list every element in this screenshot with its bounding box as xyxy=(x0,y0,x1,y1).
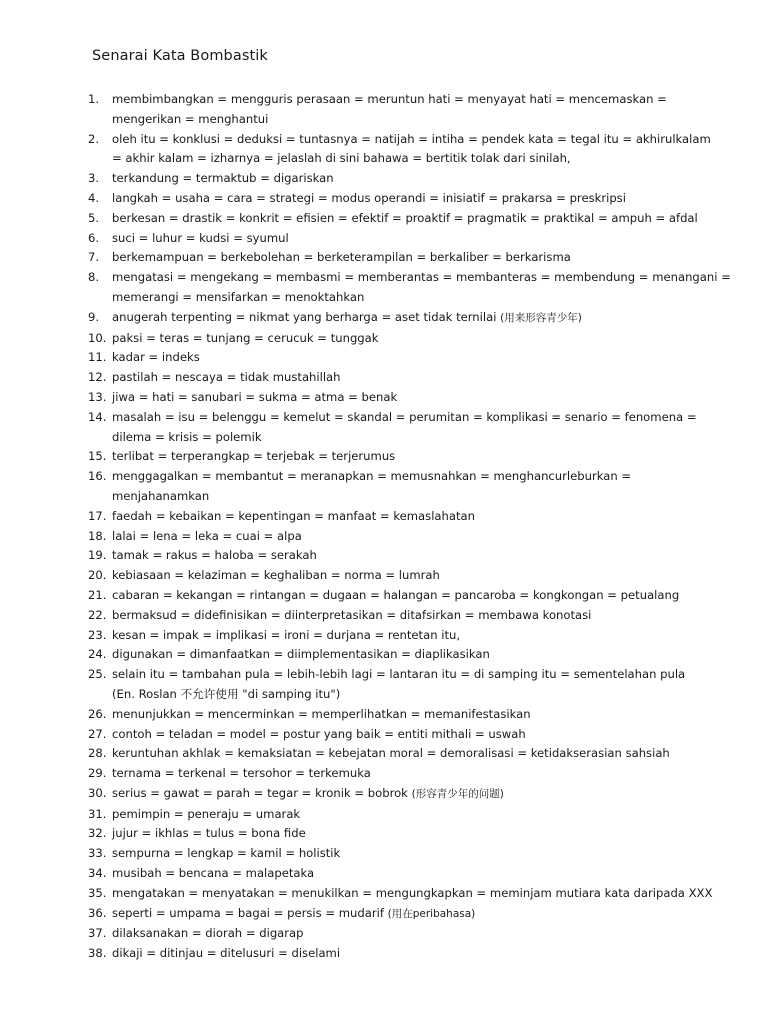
list-item xyxy=(0,90,768,130)
item-note: (用来形容青少年) xyxy=(500,311,582,324)
item-text: pemimpin = peneraju = umarak xyxy=(112,806,301,821)
list-item xyxy=(0,388,768,408)
item-number: 25. xyxy=(88,667,107,682)
list-item xyxy=(0,784,768,805)
item-number: 16. xyxy=(88,469,107,484)
item-number: 26. xyxy=(88,706,107,721)
list-item xyxy=(0,566,768,586)
item-number: 33. xyxy=(88,846,107,861)
item-text: membimbangkan = mengguris perasaan = meruntun hati = menyayat hati = mencemaskan = xyxy=(112,92,667,106)
list-item xyxy=(0,507,768,527)
list-item xyxy=(0,368,768,388)
item-number: 7. xyxy=(88,250,100,265)
list-item xyxy=(0,348,768,368)
item-text: kadar = indeks xyxy=(112,350,200,365)
list-item xyxy=(0,586,768,606)
item-text-continued: dilema = krisis = polemik xyxy=(112,429,262,444)
list-item xyxy=(0,130,768,170)
item-number: 31. xyxy=(88,806,107,821)
item-text-continued: memerangi = mensifarkan = menoktahkan xyxy=(112,289,365,304)
list-item xyxy=(0,527,768,547)
item-text: terlibat = terperangkap = terjebak = terjerumus xyxy=(112,449,396,464)
item-number: 6. xyxy=(88,230,100,245)
list-item xyxy=(0,467,768,507)
item-text: mengatasi = mengekang = membasmi = memberantas = membanteras = membendung = menangani = xyxy=(112,270,731,285)
list-item xyxy=(0,268,768,308)
list-item xyxy=(0,248,768,268)
list-item xyxy=(0,189,768,209)
item-number: 36. xyxy=(88,905,107,920)
list-item xyxy=(0,329,768,349)
item-text: selain itu = tambahan pula = lebih-lebih lagi = lantaran itu = di samping itu = sementelahan pula xyxy=(112,667,686,682)
item-number: 20. xyxy=(88,568,107,583)
item-text: lalai = lena = leka = cuai = alpa xyxy=(112,528,302,543)
item-number: 8. xyxy=(88,270,100,285)
item-number: 1. xyxy=(88,92,100,106)
item-text: digunakan = dimanfaatkan = diimplementasikan = diaplikasikan xyxy=(112,647,490,662)
list-item xyxy=(0,408,768,448)
list-item xyxy=(0,645,768,665)
item-number: 27. xyxy=(88,726,107,741)
item-number: 28. xyxy=(88,746,107,761)
item-text: bermaksud = didefinisikan = diinterpretasikan = ditafsirkan = membawa konotasi xyxy=(112,607,592,622)
item-text-continued: mengerikan = menghantui xyxy=(112,111,269,126)
list-item xyxy=(0,546,768,566)
item-number: 11. xyxy=(88,350,107,365)
item-text: faedah = kebaikan = kepentingan = manfaat = kemaslahatan xyxy=(112,508,475,523)
list-item xyxy=(0,805,768,825)
list-item xyxy=(0,764,768,784)
item-text: menggagalkan = membantut = meranapkan = memusnahkan = menghancurleburkan = xyxy=(112,469,632,484)
item-number: 13. xyxy=(88,389,107,404)
item-text: sempurna = lengkap = kamil = holistik xyxy=(112,846,341,861)
item-note: (形容青少年的问题) xyxy=(411,787,504,800)
item-text: berkemampuan = berkebolehan = berketerampilan = berkaliber = berkarisma xyxy=(112,250,571,265)
item-number: 4. xyxy=(88,190,100,205)
item-text xyxy=(0,308,768,329)
item-text-continued: = akhir kalam = izharnya = jelaslah di sini bahawa = bertitik tolak dari sinilah, xyxy=(112,151,571,166)
list-item xyxy=(0,844,768,864)
item-text xyxy=(0,784,768,805)
item-number: 19. xyxy=(88,548,107,563)
item-text: keruntuhan akhlak = kemaksiatan = kebejatan moral = demoralisasi = ketidakserasian sahsiah xyxy=(112,746,670,761)
list-item xyxy=(0,944,768,964)
item-text: musibah = bencana = malapetaka xyxy=(112,866,315,881)
list-item xyxy=(0,864,768,884)
item-text: dilaksanakan = diorah = digarap xyxy=(112,926,304,941)
list-item xyxy=(0,308,768,329)
item-number: 15. xyxy=(88,449,107,464)
item-text: dikaji = ditinjau = ditelusuri = diselami xyxy=(112,946,341,961)
item-text xyxy=(0,904,768,925)
item-text: berkesan = drastik = konkrit = efisien = efektif = proaktif = pragmatik = praktikal = ampuh = afdal xyxy=(112,210,698,225)
item-text: oleh itu = konklusi = deduksi = tuntasnya = natijah = intiha = pendek kata = tegal itu = akhirulkalam xyxy=(112,131,711,146)
list-item xyxy=(0,705,768,725)
item-number: 17. xyxy=(88,508,107,523)
item-number: 38. xyxy=(88,946,107,961)
item-text-main: serius = gawat = parah = tegar = kronik = bobrok xyxy=(112,785,408,800)
list-item xyxy=(0,725,768,745)
item-text-continued: menjahanamkan xyxy=(112,488,210,503)
list-item xyxy=(0,665,768,705)
list-item xyxy=(0,904,768,925)
item-number: 32. xyxy=(88,826,107,841)
item-number: 10. xyxy=(88,330,107,345)
list-item xyxy=(0,229,768,249)
list-item xyxy=(0,447,768,467)
item-text: mengatakan = menyatakan = menukilkan = mengungkapkan = meminjam mutiara kata daripada XXX xyxy=(112,885,713,900)
list-item xyxy=(0,824,768,844)
item-number: 35. xyxy=(88,885,107,900)
item-text: masalah = isu = belenggu = kemelut = skandal = perumitan = komplikasi = senario = fenomena = xyxy=(112,409,697,424)
item-text: tamak = rakus = haloba = serakah xyxy=(112,548,317,563)
item-number: 21. xyxy=(88,587,107,602)
item-number: 30. xyxy=(88,785,107,800)
list-item xyxy=(0,209,768,229)
item-text: contoh = teladan = model = postur yang baik = entiti mithali = uswah xyxy=(112,726,526,741)
item-number: 2. xyxy=(88,131,100,146)
item-number: 14. xyxy=(88,409,107,424)
item-text: menunjukkan = mencerminkan = memperlihatkan = memanifestasikan xyxy=(112,706,531,721)
item-number: 5. xyxy=(88,210,100,225)
item-number: 23. xyxy=(88,627,107,642)
item-text: jiwa = hati = sanubari = sukma = atma = benak xyxy=(112,389,398,404)
item-number: 9. xyxy=(88,309,100,324)
item-text: paksi = teras = tunjang = cerucuk = tunggak xyxy=(112,330,379,345)
item-text: kesan = impak = implikasi = ironi = durjana = rentetan itu, xyxy=(112,627,461,642)
document-title: Senarai Kata Bombastik xyxy=(92,48,268,64)
item-text: kebiasaan = kelaziman = keghaliban = norma = lumrah xyxy=(112,568,440,583)
list-item xyxy=(0,884,768,904)
item-number: 24. xyxy=(88,647,107,662)
item-text: pastilah = nescaya = tidak mustahillah xyxy=(112,370,341,385)
item-number: 37. xyxy=(88,926,107,941)
item-text: terkandung = termaktub = digariskan xyxy=(112,171,334,186)
item-note: (用在peribahasa) xyxy=(387,907,476,920)
item-text: suci = luhur = kudsi = syumul xyxy=(112,230,289,245)
word-list xyxy=(0,90,768,964)
item-number: 22. xyxy=(88,607,107,622)
item-text: langkah = usaha = cara = strategi = modus operandi = inisiatif = prakarsa = preskripsi xyxy=(112,190,626,205)
item-number: 34. xyxy=(88,866,107,881)
item-text: cabaran = kekangan = rintangan = dugaan = halangan = pancaroba = kongkongan = petualang xyxy=(112,587,680,602)
list-item xyxy=(0,606,768,626)
item-text-continued: (En. Roslan 不允许使用 "di samping itu") xyxy=(112,686,341,701)
list-item xyxy=(0,169,768,189)
list-item xyxy=(0,626,768,646)
item-number: 29. xyxy=(88,766,107,781)
item-text: ternama = terkenal = tersohor = terkemuka xyxy=(112,766,371,781)
item-number: 3. xyxy=(88,171,100,186)
item-number: 12. xyxy=(88,370,107,385)
item-text: jujur = ikhlas = tulus = bona fide xyxy=(112,826,306,841)
item-text-main: anugerah terpenting = nikmat yang berharga = aset tidak ternilai xyxy=(112,309,497,324)
item-number: 18. xyxy=(88,528,107,543)
list-item xyxy=(0,924,768,944)
item-text-main: seperti = umpama = bagai = persis = mudarif xyxy=(112,905,384,920)
list-item xyxy=(0,744,768,764)
